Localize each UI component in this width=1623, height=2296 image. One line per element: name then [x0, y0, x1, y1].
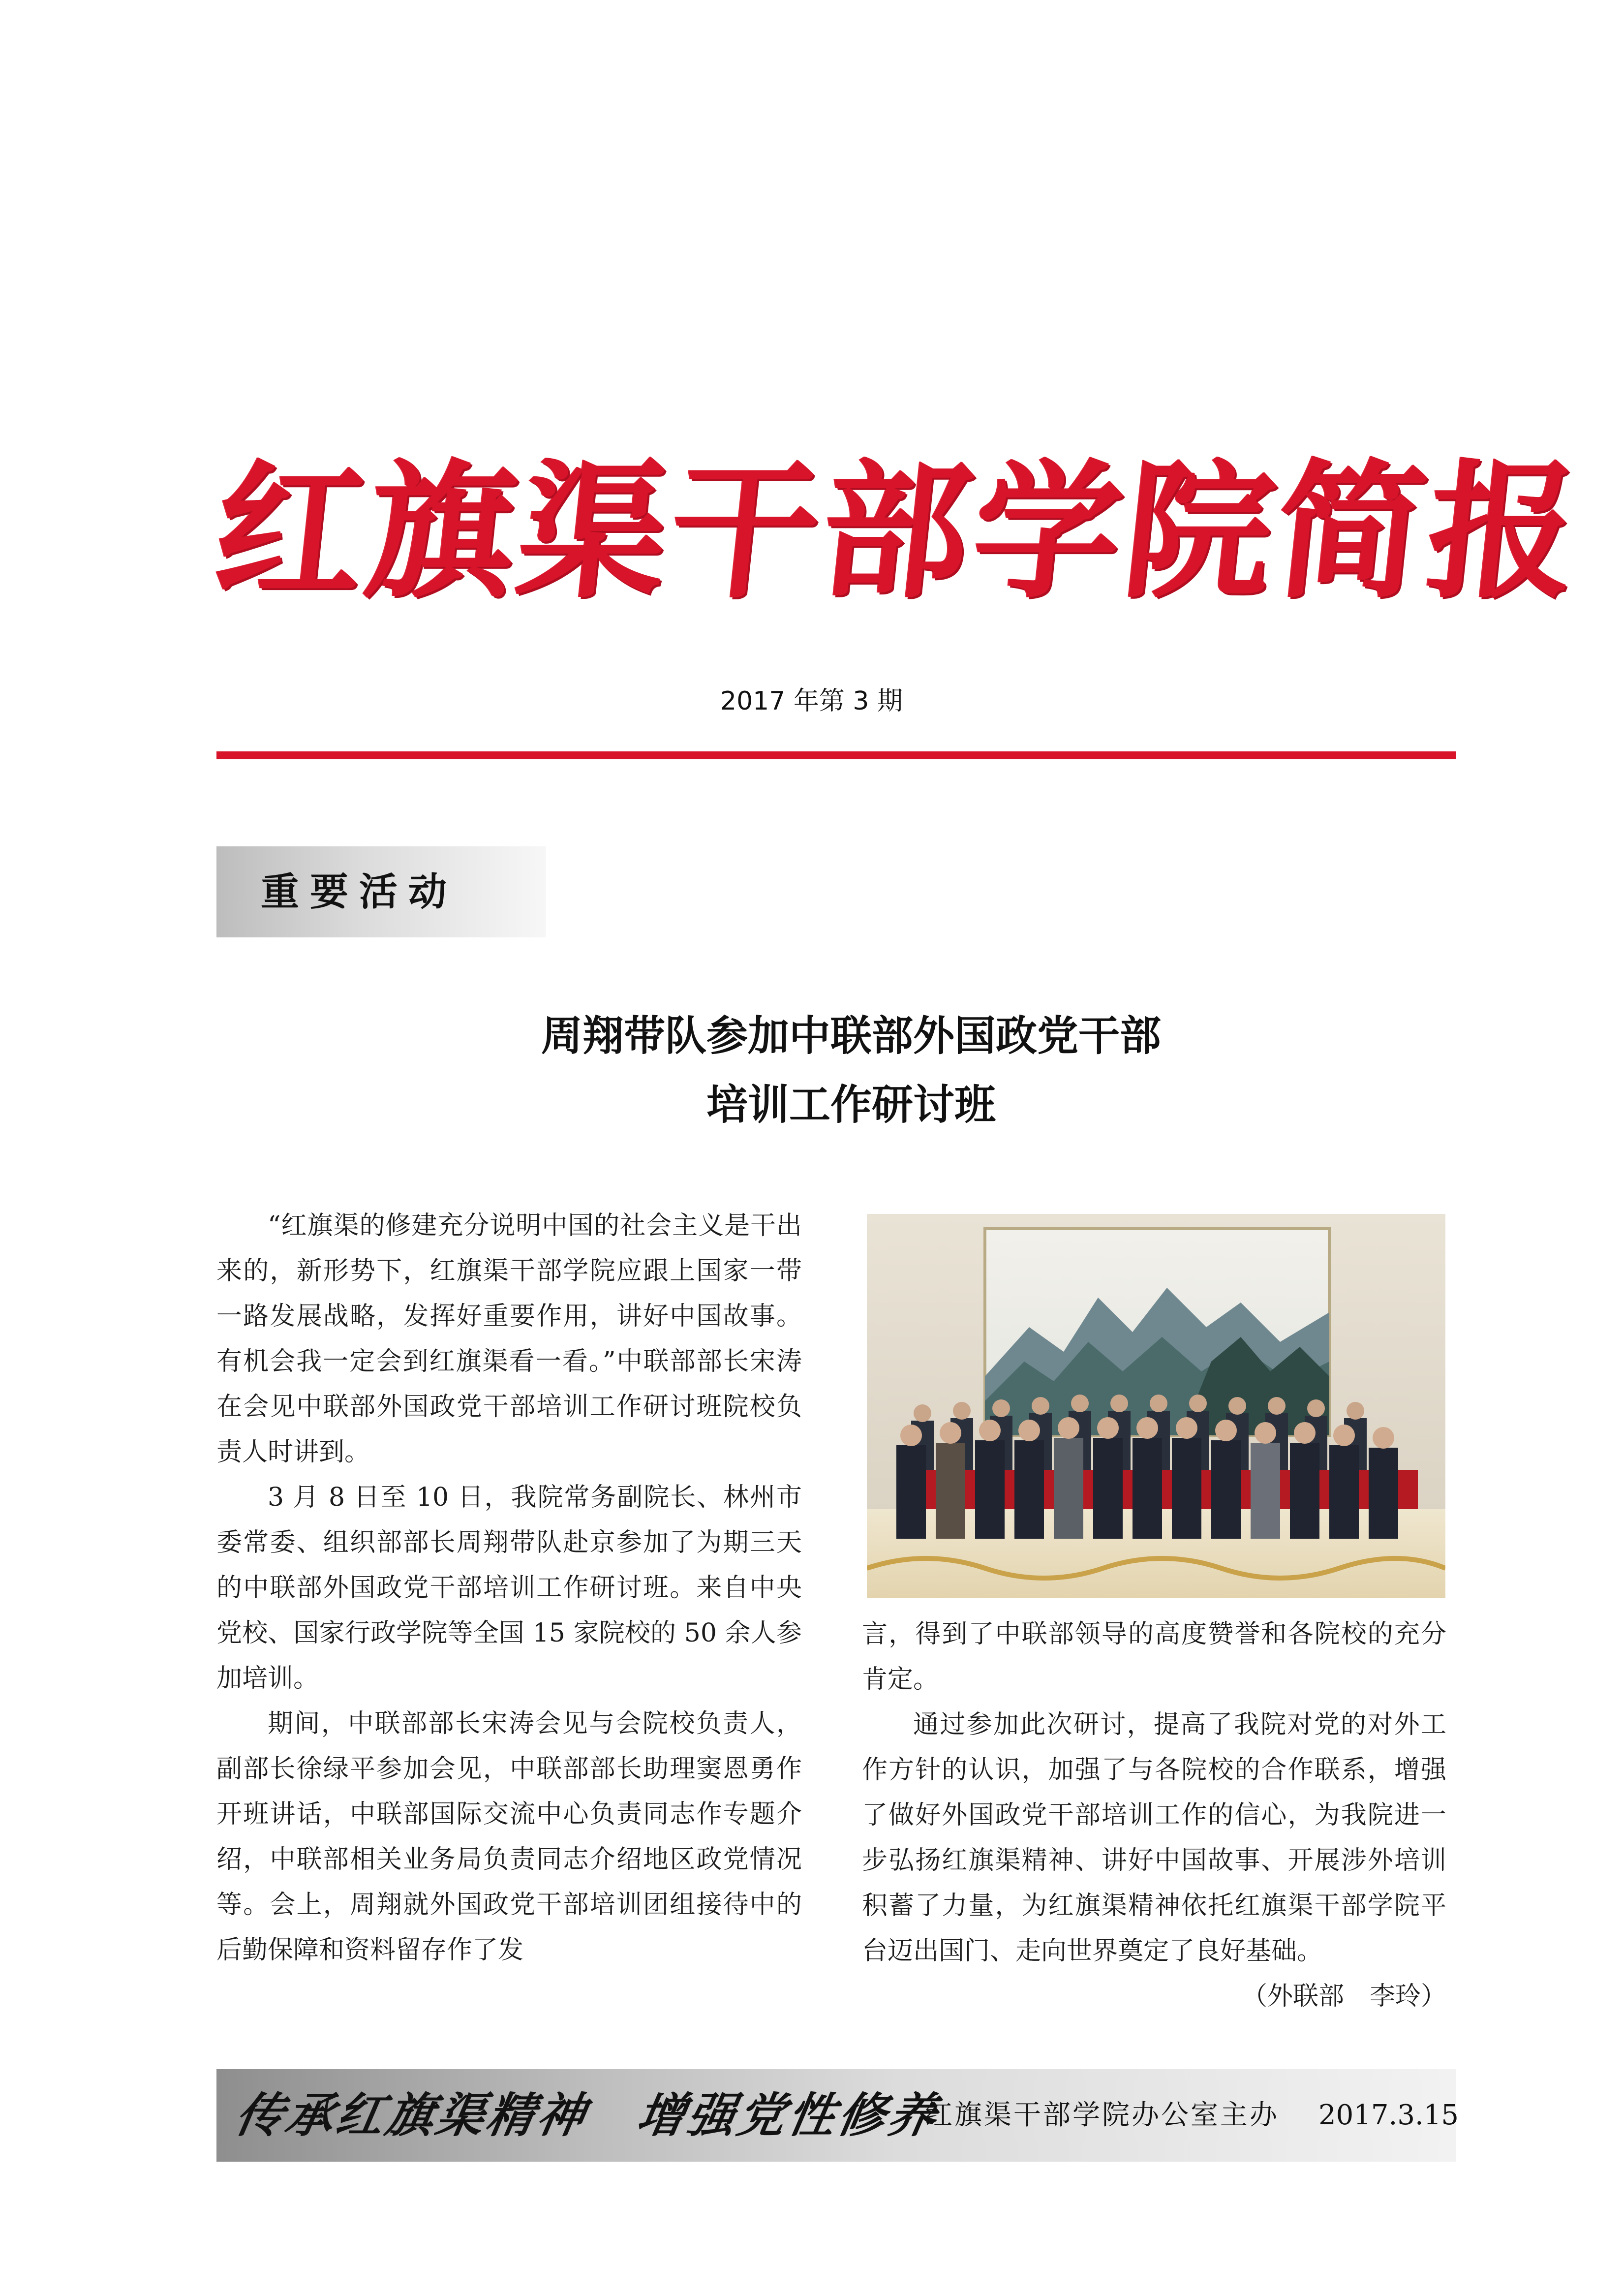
- article-headline-line-1: 周翔带队参加中联部外国政党干部: [541, 1011, 1161, 1060]
- article-byline: （外联部 李玲）: [1241, 1982, 1446, 2011]
- footer-slogan: 传承红旗渠精神 增强党性修养: [231, 2087, 944, 2143]
- article-paragraph-4: 通过参加此次研讨，提高了我院对党的对外工作方针的认识，加强了与各院校的合作联系，增强了做好外国政党干部培训工作的信心，为我院进一步弘扬红旗渠精神、讲好中国故事、开展涉外培训积蓄了力量，为红旗渠精神依托红旗渠干部学院平台迈出国门、走向世界奠定了良好基础。: [862, 1710, 1446, 1966]
- article-paragraph-3-continued: 言，得到了中联部领导的高度赞誉和各院校的充分肯定。: [862, 1619, 1446, 1694]
- article-paragraph-2: 3 月 8 日至 10 日，我院常务副院长、林州市委常委、组织部部长周翔带队赴京参加了为期三天的中联部外国政党干部培训工作研讨班。来自中央党校、国家行政学院等全国 15 家院校的 50 余人参加培训。: [216, 1483, 802, 1693]
- footer-date: 2017.3.15: [1318, 2099, 1459, 2131]
- footer-publisher: 红旗渠干部学院办公室主办: [925, 2099, 1279, 2131]
- issue-number: 2017 年第 3 期: [720, 686, 903, 716]
- section-label: 重要活动: [261, 869, 458, 914]
- article-headline-line-2: 培训工作研讨班: [706, 1080, 996, 1129]
- article-paragraph-3: 期间，中联部部长宋涛会见与会院校负责人，副部长徐绿平参加会见，中联部部长助理窦恩勇作开班讲话，中联部国际交流中心负责同志作专题介绍，中联部相关业务局负责同志介绍地区政党情况等。会上，周翔就外国政党干部培训团组接待中的后勤保障和资料留存作了发: [216, 1709, 802, 1965]
- article-left-column: [216, 1203, 802, 1973]
- group-photo-image: [867, 1214, 1445, 1598]
- article-paragraph-1: “红旗渠的修建充分说明中国的社会主义是干出来的，新形势下，红旗渠干部学院应跟上国家一带一路发展战略，发挥好重要作用，讲好中国故事。有机会我一定会到红旗渠看一看。”中联部部长宋涛在会见中联部外国政党干部培训工作研讨班院校负责人时讲到。: [216, 1211, 802, 1467]
- masthead-divider: [216, 751, 1456, 759]
- group-photo: [867, 1214, 1445, 1598]
- masthead-title: 红旗渠干部学院简报: [207, 444, 1590, 618]
- article-right-column: [862, 1612, 1446, 2019]
